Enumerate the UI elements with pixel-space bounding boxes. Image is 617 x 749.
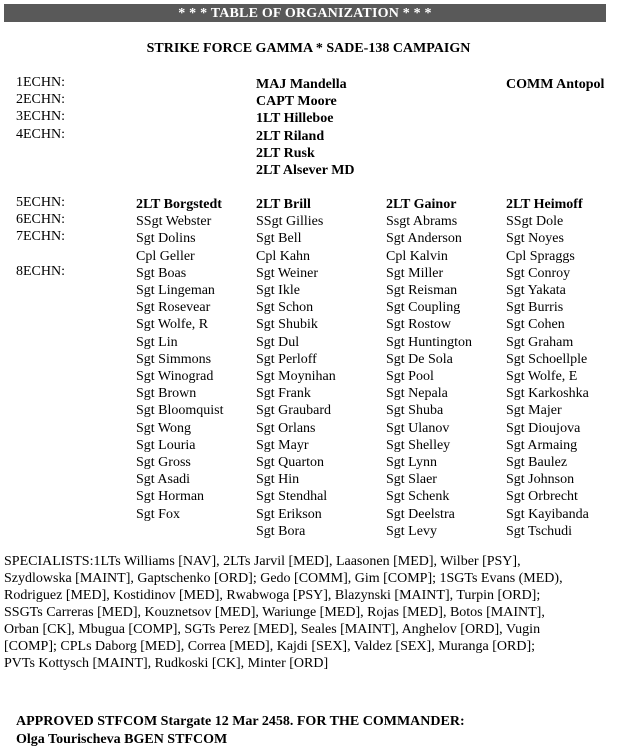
- platoon-member: Sgt Huntington: [386, 334, 472, 350]
- specialists-line: SPECIALISTS:1LTs Williams [NAV], 2LTs Jarvil [MED], Laasonen [MED], Wilber [PSY],: [4, 554, 521, 569]
- approval-statement: APPROVED STFCOM Stargate 12 Mar 2458. FOR THE COMMANDER:: [16, 714, 465, 729]
- platoon-member: Sgt Shuba: [386, 403, 444, 419]
- platoon-member: Sgt Lin: [136, 334, 178, 350]
- platoon-member: Sgt Graubard: [256, 403, 332, 419]
- platoon-member: Sgt Graham: [506, 334, 574, 350]
- approval-block: [16, 713, 465, 749]
- command-officer: MAJ Mandella: [256, 77, 347, 92]
- platoon-member: Sgt Johnson: [506, 472, 575, 488]
- platoon-member: Sgt Dolins: [136, 231, 196, 247]
- platoon-member: Sgt Noyes: [506, 231, 564, 247]
- platoon-member: Sgt Ikle: [256, 283, 300, 298]
- platoon-member: Sgt Dul: [256, 334, 300, 350]
- platoon-member: Sgt Lynn: [386, 455, 437, 470]
- platoon-member: Sgt Schenk: [386, 489, 450, 505]
- platoon-member: Sgt Fox: [136, 506, 180, 522]
- platoon-member: Sgt Simmons: [136, 351, 212, 367]
- platoon-member: Sgt Winograd: [136, 369, 214, 384]
- platoon-member: Sgt Bora: [256, 523, 306, 539]
- platoon-member: Sgt Burris: [506, 300, 564, 316]
- platoon-member: Sgt Schon: [256, 300, 314, 316]
- platoon-member: Sgt Kayibanda: [506, 506, 589, 522]
- specialists-line: SSGTs Carreras [MED], Kouznetsov [MED], Wariunge [MED], Rojas [MED], Botos [MAINT],: [4, 605, 545, 620]
- platoon-member: Sgt Wolfe, E: [506, 369, 578, 384]
- platoon-member: Cpl Geller: [136, 248, 195, 264]
- platoon-member: Sgt Rostow: [386, 317, 451, 333]
- platoon-member: Sgt Wong: [136, 420, 192, 436]
- platoon-member: Sgt Brown: [136, 386, 197, 402]
- platoon-member: Sgt Miller: [386, 265, 444, 281]
- command-officer: 2LT Riland: [256, 128, 325, 144]
- platoon-member: Sgt Tschudi: [506, 523, 573, 539]
- platoon-leader: 2LT Heimoff: [506, 197, 583, 212]
- platoon-member: Sgt Anderson: [386, 231, 462, 247]
- platoon-member: SSgt Gillies: [256, 214, 324, 230]
- platoon-member: Sgt Boas: [136, 265, 187, 281]
- platoon-member: Sgt Bloomquist: [136, 403, 224, 419]
- platoon-member: Sgt Louria: [136, 437, 196, 453]
- platoon-member: Sgt Majer: [506, 403, 562, 419]
- platoon-member: Sgt Hin: [256, 472, 300, 488]
- platoon-member: Sgt Erikson: [256, 506, 322, 522]
- platoon-member: Sgt Rosevear: [136, 300, 211, 316]
- platoon-leader: 2LT Borgstedt: [136, 197, 222, 212]
- comm-officer: COMM Antopol: [506, 77, 605, 92]
- platoon-member: Sgt Armaing: [506, 437, 578, 453]
- specialists-line: Orban [CK], Mbugua [COMP], SGTs Perez [MED], Seales [MAINT], Anghelov [ORD], Vugin: [4, 622, 541, 637]
- platoon-member: Sgt Moynihan: [256, 369, 336, 384]
- specialists-line: PVTs Kottysch [MAINT], Rudkoski [CK], Minter [ORD]: [4, 656, 329, 671]
- platoon-member: Sgt Shelley: [386, 437, 451, 453]
- specialists-line: Rodriguez [MED], Kostidinov [MED], Rwabwoga [PSY], Blazynski [MAINT], Turpin [ORD];: [4, 588, 541, 603]
- echelon-label: 2ECHN:: [16, 92, 65, 108]
- platoon-member: Sgt Quarton: [256, 455, 325, 470]
- platoon-member: Sgt Wolfe, R: [136, 317, 209, 333]
- platoon-member: Sgt Reisman: [386, 283, 458, 298]
- command-officer: 1LT Hilleboe: [256, 111, 334, 127]
- platoon-member: Sgt Coupling: [386, 300, 461, 316]
- echelon-label: 1ECHN:: [16, 75, 65, 90]
- platoon-member: Sgt Dioujova: [506, 420, 581, 436]
- echelon-label: 4ECHN:: [16, 126, 65, 142]
- platoon-member: Sgt Conroy: [506, 265, 571, 281]
- specialists-line: Szydlowska [MAINT], Gaptschenko [ORD]; Gedo [COMM], Gim [COMP]; 1SGTs Evans (MED),: [4, 571, 563, 586]
- platoon-member: Sgt Gross: [136, 455, 191, 470]
- approval-signatory: Olga Tourischeva BGEN STFCOM: [16, 732, 228, 747]
- platoon-member: SSgt Webster: [136, 214, 212, 230]
- platoon-member: Sgt Lingeman: [136, 283, 215, 298]
- platoon-member: Cpl Spraggs: [506, 248, 575, 264]
- platoon-member: Sgt De Sola: [386, 351, 453, 367]
- platoon-member: Cpl Kalvin: [386, 248, 448, 264]
- platoon-member: Sgt Orlans: [256, 420, 316, 436]
- platoon-member: Cpl Kahn: [256, 248, 311, 264]
- platoon-member: Sgt Yakata: [506, 283, 566, 298]
- specialists-paragraph: [4, 553, 604, 672]
- platoon-member: Sgt Baulez: [506, 455, 568, 470]
- platoon-member: Sgt Shubik: [256, 317, 318, 333]
- platoon-member: Sgt Perloff: [256, 351, 317, 367]
- platoon-member: Sgt Stendhal: [256, 489, 328, 505]
- echelon-label: 7ECHN:: [16, 229, 65, 245]
- platoon-member: Sgt Mayr: [256, 437, 309, 453]
- platoon-member: Sgt Schoellple: [506, 351, 588, 367]
- command-officer: CAPT Moore: [256, 94, 337, 110]
- platoon-member: Sgt Weiner: [256, 265, 318, 281]
- platoon-member: Sgt Orbrecht: [506, 489, 578, 505]
- echelon-label: 8ECHN:: [16, 263, 65, 279]
- echelon-label: 6ECHN:: [16, 212, 65, 228]
- platoon-member: Sgt Ulanov: [386, 420, 450, 436]
- document-subtitle: STRIKE FORCE GAMMA * SADE-138 CAMPAIGN: [146, 41, 471, 56]
- platoon-member: Sgt Cohen: [506, 317, 565, 333]
- document-title-banner: * * * TABLE OF ORGANIZATION * * *: [4, 4, 606, 22]
- platoon-member: Sgt Frank: [256, 386, 311, 402]
- specialists-line: [COMP]; CPLs Daborg [MED], Correa [MED], Kajdi [SEX], Valdez [SEX], Muranga [ORD];: [4, 639, 536, 654]
- platoon-member: Ssgt Abrams: [386, 214, 458, 230]
- platoon-leader: 2LT Gainor: [386, 197, 457, 212]
- echelon-label: 5ECHN:: [16, 195, 65, 210]
- command-officer: 2LT Alsever MD: [256, 163, 355, 178]
- platoon-member: SSgt Dole: [506, 214, 564, 230]
- echelon-label: 3ECHN:: [16, 109, 65, 125]
- command-officer: 2LT Rusk: [256, 145, 315, 161]
- platoon-member: Sgt Slaer: [386, 472, 437, 488]
- platoon-member: Sgt Horman: [136, 489, 205, 505]
- platoon-member: Sgt Karkoshka: [506, 386, 589, 402]
- platoon-member: Sgt Asadi: [136, 472, 191, 488]
- platoon-member: Sgt Pool: [386, 369, 434, 384]
- platoon-member: Sgt Bell: [256, 231, 302, 247]
- platoon-leader: 2LT Brill: [256, 197, 311, 212]
- platoon-member: Sgt Nepala: [386, 386, 448, 402]
- platoon-member: Sgt Deelstra: [386, 506, 455, 522]
- platoon-member: Sgt Levy: [386, 523, 437, 539]
